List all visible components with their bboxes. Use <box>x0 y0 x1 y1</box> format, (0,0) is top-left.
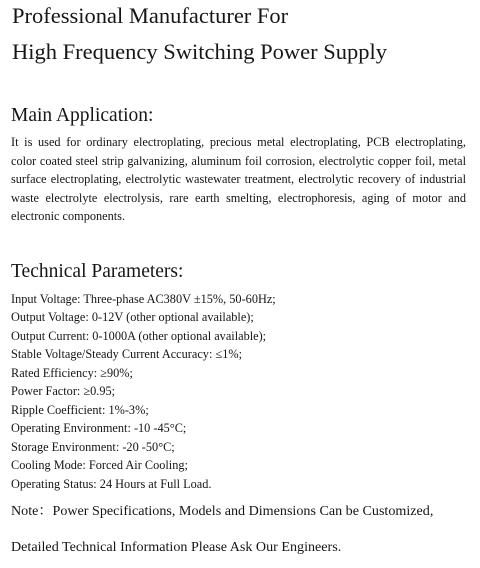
parameter-accuracy: Stable Voltage/Steady Current Accuracy: ≤1%; <box>11 347 242 362</box>
note-line-2: Detailed Technical Information Please Ask Our Engineers. <box>11 539 342 555</box>
title-line-1: Professional Manufacturer For <box>12 3 289 28</box>
technical-parameters-list <box>11 290 276 493</box>
parameter-ripple-coefficient: Ripple Coefficient: 1%-3%; <box>11 402 149 417</box>
parameter-storage-environment: Storage Environment: -20 -50°C; <box>11 439 175 454</box>
parameter-output-voltage: Output Voltage: 0-12V (other optional available); <box>11 310 254 325</box>
main-application-heading: Main Application: <box>11 105 154 126</box>
technical-parameters-heading: Technical Parameters: <box>11 261 184 282</box>
parameter-cooling-mode: Cooling Mode: Forced Air Cooling; <box>11 458 188 473</box>
parameter-input-voltage: Input Voltage: Three-phase AC380V ±15%, 50-60Hz; <box>11 292 276 306</box>
parameter-operating-environment: Operating Environment: -10 -45°C; <box>11 421 187 436</box>
note-line-1: Note：Power Specifications, Models and Dimensions Can be Customized, <box>11 503 434 519</box>
parameter-rated-efficiency: Rated Efficiency: ≥90%; <box>11 365 133 380</box>
parameter-output-current: Output Current: 0-1000A (other optional available); <box>11 328 267 343</box>
title-line-2: High Frequency Switching Power Supply <box>12 39 387 64</box>
parameter-power-factor: Power Factor: ≥0.95; <box>11 384 116 399</box>
parameter-operating-status: Operating Status: 24 Hours at Full Load. <box>11 476 212 491</box>
main-application-text: It is used for ordinary electroplating, precious metal electroplating, PCB electroplating, color coated steel strip galvanizing, aluminum foil corrosion, electrolytic copper foil, metal surface electroplating, electrolytic wastewater treatment, electrolytic recovery of industrial waste electrolyte electrolysis, rare earth smelting, electrophoresis, aging of motor and electronic components. <box>11 135 466 224</box>
